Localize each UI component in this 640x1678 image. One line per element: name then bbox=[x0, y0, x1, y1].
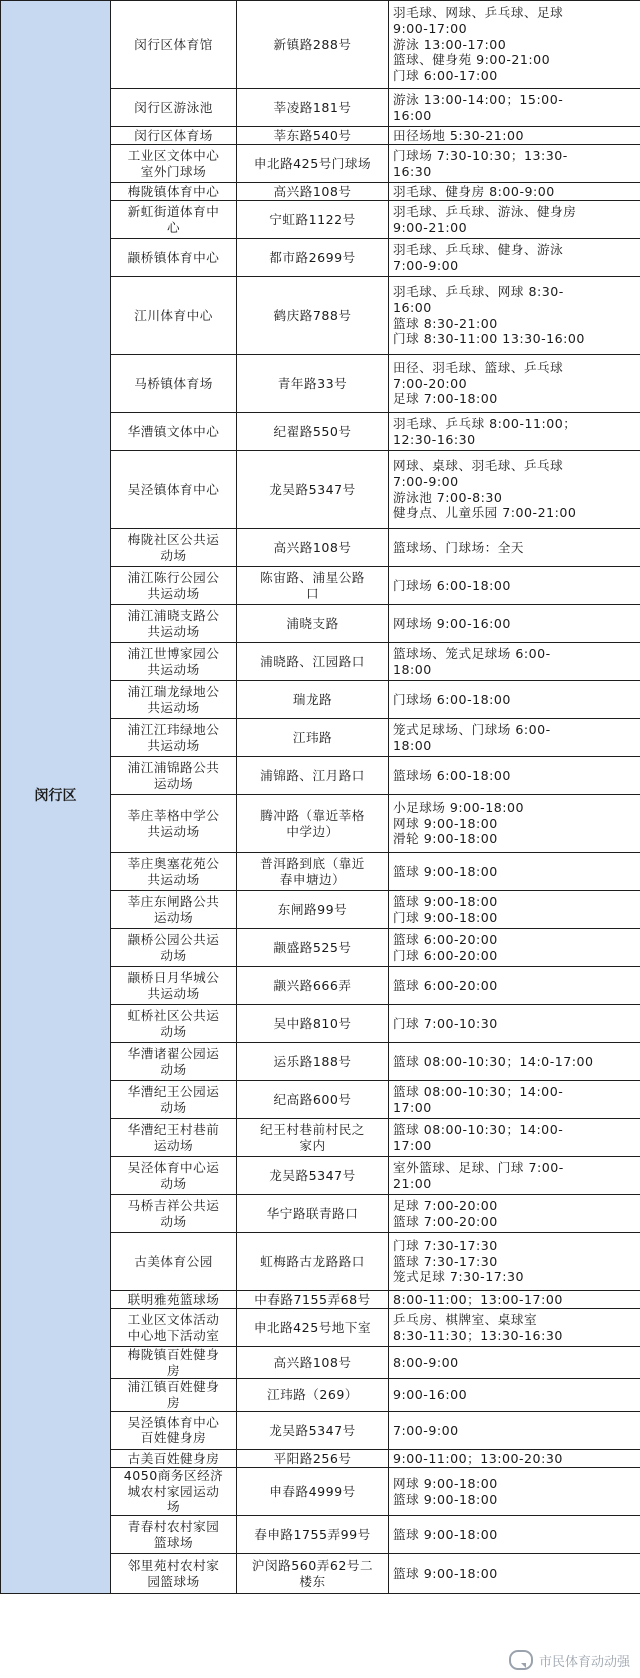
hours-cell: 门球 7:30-17:30 篮球 7:30-17:30 笼式足球 7:30-17:30 bbox=[389, 1233, 640, 1291]
venue-name-cell: 江川体育中心 bbox=[111, 277, 237, 355]
hours-cell: 羽毛球、乒乓球、网球 8:30- 16:00 篮球 8:30-21:00 门球 8:30-11:00 13:30-16:00 bbox=[389, 277, 640, 355]
address-cell: 沪闵路560弄62号二 楼东 bbox=[237, 1554, 389, 1594]
hours-cell: 篮球 08:00-10:30；14:00- 17:00 bbox=[389, 1119, 640, 1157]
address-cell: 平阳路256号 bbox=[237, 1449, 389, 1467]
address-cell: 春申路1755弄99号 bbox=[237, 1516, 389, 1554]
venue-name-cell: 颛桥镇体育中心 bbox=[111, 239, 237, 277]
venue-name-cell: 浦江镇百姓健身 房 bbox=[111, 1379, 237, 1411]
address-cell: 江玮路 bbox=[237, 719, 389, 757]
hours-cell: 田径场地 5:30-21:00 bbox=[389, 127, 640, 145]
address-cell: 高兴路108号 bbox=[237, 529, 389, 567]
address-cell: 莘东路540号 bbox=[237, 127, 389, 145]
address-cell: 青年路33号 bbox=[237, 355, 389, 413]
address-cell: 东闸路99号 bbox=[237, 891, 389, 929]
venue-name-cell: 浦江江玮绿地公 共运动场 bbox=[111, 719, 237, 757]
address-cell: 申北路425号地下室 bbox=[237, 1309, 389, 1347]
address-cell: 吴中路810号 bbox=[237, 1005, 389, 1043]
hours-cell: 足球 7:00-20:00 篮球 7:00-20:00 bbox=[389, 1195, 640, 1233]
address-cell: 陈宙路、浦星公路 口 bbox=[237, 567, 389, 605]
address-cell: 都市路2699号 bbox=[237, 239, 389, 277]
address-cell: 新镇路288号 bbox=[237, 1, 389, 89]
hours-cell: 篮球 6:00-20:00 门球 6:00-20:00 bbox=[389, 929, 640, 967]
hours-cell: 小足球场 9:00-18:00 网球 9:00-18:00 滑轮 9:00-18:00 bbox=[389, 795, 640, 853]
hours-cell: 乒乓房、棋牌室、桌球室 8:30-11:30；13:30-16:30 bbox=[389, 1309, 640, 1347]
hours-cell: 篮球 08:00-10:30；14:00- 17:00 bbox=[389, 1081, 640, 1119]
address-cell: 虹梅路古龙路路口 bbox=[237, 1233, 389, 1291]
chat-bubble-icon bbox=[509, 1650, 533, 1670]
venue-name-cell: 新虹街道体育中 心 bbox=[111, 201, 237, 239]
hours-cell: 篮球 6:00-20:00 bbox=[389, 967, 640, 1005]
address-cell: 运乐路188号 bbox=[237, 1043, 389, 1081]
venue-name-cell: 工业区文体中心 室外门球场 bbox=[111, 145, 237, 183]
venue-name-cell: 马桥镇体育场 bbox=[111, 355, 237, 413]
hours-cell: 门球场 6:00-18:00 bbox=[389, 567, 640, 605]
address-cell: 颛盛路525号 bbox=[237, 929, 389, 967]
hours-cell: 8:00-11:00；13:00-17:00 bbox=[389, 1291, 640, 1309]
address-cell: 中春路7155弄68号 bbox=[237, 1291, 389, 1309]
venue-name-cell: 浦江瑞龙绿地公 共运动场 bbox=[111, 681, 237, 719]
address-cell: 高兴路108号 bbox=[237, 1347, 389, 1379]
address-cell: 瑞龙路 bbox=[237, 681, 389, 719]
address-cell: 高兴路108号 bbox=[237, 183, 389, 201]
watermark bbox=[509, 1650, 630, 1670]
venue-name-cell: 邻里苑村农村家 园篮球场 bbox=[111, 1554, 237, 1594]
venue-name-cell: 莘庄奥塞花苑公 共运动场 bbox=[111, 853, 237, 891]
hours-cell: 门球 7:00-10:30 bbox=[389, 1005, 640, 1043]
address-cell: 纪高路600号 bbox=[237, 1081, 389, 1119]
hours-cell: 9:00-11:00；13:00-20:30 bbox=[389, 1449, 640, 1467]
hours-cell: 篮球 9:00-18:00 bbox=[389, 853, 640, 891]
address-cell: 宁虹路1122号 bbox=[237, 201, 389, 239]
venue-name-cell: 浦江陈行公园公 共运动场 bbox=[111, 567, 237, 605]
hours-cell: 网球、桌球、羽毛球、乒乓球 7:00-9:00 游泳池 7:00-8:30 健身点、儿童乐园 7:00-21:00 bbox=[389, 451, 640, 529]
venue-name-cell: 颛桥公园公共运 动场 bbox=[111, 929, 237, 967]
venue-name-cell: 梅陇镇体育中心 bbox=[111, 183, 237, 201]
address-cell: 华宁路联青路口 bbox=[237, 1195, 389, 1233]
hours-cell: 游泳 13:00-14:00；15:00- 16:00 bbox=[389, 89, 640, 127]
table-row bbox=[1, 1, 640, 89]
venue-name-cell: 华漕诸翟公园运 动场 bbox=[111, 1043, 237, 1081]
hours-cell: 7:00-9:00 bbox=[389, 1411, 640, 1449]
address-cell: 浦晓路、江园路口 bbox=[237, 643, 389, 681]
hours-cell: 门球场 7:30-10:30；13:30- 16:30 bbox=[389, 145, 640, 183]
venue-name-cell: 浦江浦晓支路公 共运动场 bbox=[111, 605, 237, 643]
hours-cell: 网球 9:00-18:00 篮球 9:00-18:00 bbox=[389, 1467, 640, 1515]
venue-name-cell: 闵行区体育场 bbox=[111, 127, 237, 145]
venue-name-cell: 古美百姓健身房 bbox=[111, 1449, 237, 1467]
venue-name-cell: 华漕纪王公园运 动场 bbox=[111, 1081, 237, 1119]
district-cell: 闵行区 bbox=[1, 1, 111, 1594]
hours-cell: 羽毛球、健身房 8:00-9:00 bbox=[389, 183, 640, 201]
venue-name-cell: 颛桥日月华城公 共运动场 bbox=[111, 967, 237, 1005]
venue-name-cell: 莘庄东闸路公共 运动场 bbox=[111, 891, 237, 929]
venue-name-cell: 吴泾体育中心运 动场 bbox=[111, 1157, 237, 1195]
venue-name-cell: 吴泾镇体育中心 bbox=[111, 451, 237, 529]
venue-name-cell: 华漕纪王村巷前 运动场 bbox=[111, 1119, 237, 1157]
watermark-text: 市民体育动动强 bbox=[538, 1654, 630, 1670]
venue-name-cell: 莘庄莘格中学公 共运动场 bbox=[111, 795, 237, 853]
venue-name-cell: 华漕镇文体中心 bbox=[111, 413, 237, 451]
address-cell: 申春路4999号 bbox=[237, 1467, 389, 1515]
address-cell: 莘凌路181号 bbox=[237, 89, 389, 127]
hours-cell: 篮球场、笼式足球场 6:00- 18:00 bbox=[389, 643, 640, 681]
hours-cell: 羽毛球、乒乓球 8:00-11:00； 12:30-16:30 bbox=[389, 413, 640, 451]
venue-name-cell: 梅陇社区公共运 动场 bbox=[111, 529, 237, 567]
address-cell: 龙吴路5347号 bbox=[237, 451, 389, 529]
venue-table-body bbox=[1, 1, 640, 1594]
hours-cell: 篮球 9:00-18:00 门球 9:00-18:00 bbox=[389, 891, 640, 929]
address-cell: 浦锦路、江月路口 bbox=[237, 757, 389, 795]
venue-name-cell: 联明雅苑篮球场 bbox=[111, 1291, 237, 1309]
venue-name-cell: 梅陇镇百姓健身 房 bbox=[111, 1347, 237, 1379]
hours-cell: 网球场 9:00-16:00 bbox=[389, 605, 640, 643]
address-cell: 龙吴路5347号 bbox=[237, 1157, 389, 1195]
address-cell: 普洱路到底（靠近 春申塘边） bbox=[237, 853, 389, 891]
address-cell: 江玮路（269） bbox=[237, 1379, 389, 1411]
address-cell: 申北路425号门球场 bbox=[237, 145, 389, 183]
venue-name-cell: 吴泾镇体育中心 百姓健身房 bbox=[111, 1411, 237, 1449]
venue-name-cell: 浦江浦锦路公共 运动场 bbox=[111, 757, 237, 795]
hours-cell: 室外篮球、足球、门球 7:00- 21:00 bbox=[389, 1157, 640, 1195]
hours-cell: 篮球 9:00-18:00 bbox=[389, 1554, 640, 1594]
hours-cell: 篮球场、门球场：全天 bbox=[389, 529, 640, 567]
hours-cell: 羽毛球、网球、乒乓球、足球 9:00-17:00 游泳 13:00-17:00 篮球、健身苑 9:00-21:00 门球 6:00-17:00 bbox=[389, 1, 640, 89]
hours-cell: 8:00-9:00 bbox=[389, 1347, 640, 1379]
address-cell: 纪王村巷前村民之 家内 bbox=[237, 1119, 389, 1157]
address-cell: 龙吴路5347号 bbox=[237, 1411, 389, 1449]
hours-cell: 9:00-16:00 bbox=[389, 1379, 640, 1411]
address-cell: 纪翟路550号 bbox=[237, 413, 389, 451]
hours-cell: 笼式足球场、门球场 6:00- 18:00 bbox=[389, 719, 640, 757]
venue-name-cell: 马桥吉祥公共运 动场 bbox=[111, 1195, 237, 1233]
venue-name-cell: 青春村农村家园 篮球场 bbox=[111, 1516, 237, 1554]
hours-cell: 门球场 6:00-18:00 bbox=[389, 681, 640, 719]
hours-cell: 羽毛球、乒乓球、健身、游泳 7:00-9:00 bbox=[389, 239, 640, 277]
hours-cell: 篮球场 6:00-18:00 bbox=[389, 757, 640, 795]
venue-name-cell: 闵行区体育馆 bbox=[111, 1, 237, 89]
venue-name-cell: 闵行区游泳池 bbox=[111, 89, 237, 127]
venue-name-cell: 工业区文体活动 中心地下活动室 bbox=[111, 1309, 237, 1347]
hours-cell: 篮球 08:00-10:30；14:0-17:00 bbox=[389, 1043, 640, 1081]
address-cell: 颛兴路666弄 bbox=[237, 967, 389, 1005]
venue-name-cell: 虹桥社区公共运 动场 bbox=[111, 1005, 237, 1043]
address-cell: 腾冲路（靠近莘格 中学边） bbox=[237, 795, 389, 853]
venue-name-cell: 浦江世博家园公 共运动场 bbox=[111, 643, 237, 681]
address-cell: 鹤庆路788号 bbox=[237, 277, 389, 355]
venue-name-cell: 古美体育公园 bbox=[111, 1233, 237, 1291]
address-cell: 浦晓支路 bbox=[237, 605, 389, 643]
hours-cell: 羽毛球、乒乓球、游泳、健身房 9:00-21:00 bbox=[389, 201, 640, 239]
hours-cell: 田径、羽毛球、篮球、乒乓球 7:00-20:00 足球 7:00-18:00 bbox=[389, 355, 640, 413]
hours-cell: 篮球 9:00-18:00 bbox=[389, 1516, 640, 1554]
venue-name-cell: 4050商务区经济 城农村家园运动 场 bbox=[111, 1467, 237, 1515]
